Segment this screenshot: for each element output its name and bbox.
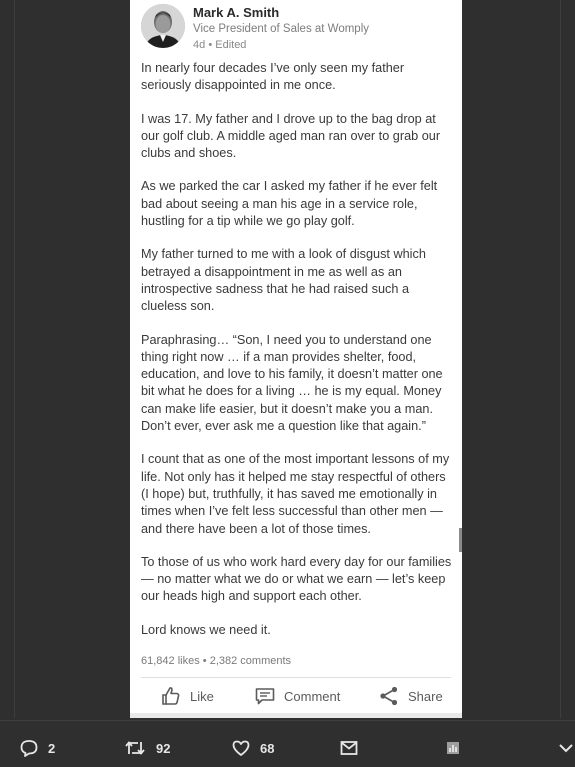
- timeline-border-right: [560, 0, 561, 718]
- post-paragraph: I count that as one of the most important lessons of my life. Not only has it helped me stay respectful of others (I hope) but, truthfully, it has saved me emotionally in times when I’ve felt less successful than other men — and there have been a lot of those times.: [141, 452, 450, 536]
- comments-count[interactable]: 2,382 comments: [209, 655, 292, 667]
- share-icon: [378, 685, 400, 707]
- like-label: Like: [190, 688, 214, 704]
- post-paragraph: In nearly four decades I’ve only seen my father seriously disappointed in me once.: [141, 61, 405, 93]
- more-options-button[interactable]: [559, 738, 573, 758]
- retweet-count: 92: [156, 740, 171, 756]
- tweet-action-bar: [0, 720, 575, 767]
- comment-button[interactable]: [254, 684, 340, 708]
- thumbs-up-icon: [160, 685, 182, 707]
- post-paragraph: Paraphrasing… “Son, I need you to understand one thing right now … if a man provides shelter, food, education, and love to his family, it doesn’t matter one bit what he does for a living … he is my equal. Money can make life easier, but it doesn’t make you a man. Don’t ever, ever ask me a question like that again.”: [141, 332, 443, 434]
- post-divider: [141, 677, 451, 678]
- timeline-border-left: [14, 0, 15, 718]
- share-label: Share: [408, 688, 443, 704]
- engagement-counts: [141, 655, 291, 667]
- analytics-button[interactable]: [446, 738, 460, 758]
- engagement-separator: •: [202, 655, 207, 667]
- post-paragraph: To those of us who work hard every day for our families — no matter what we do or what we earn — let’s keep our heads high and support each other.: [141, 554, 452, 604]
- heart-icon: [232, 739, 250, 757]
- post-paragraph: I was 17. My father and I drove up to the bag drop at our golf club. A middle aged man ran over to grab our clubs and shoes.: [141, 111, 441, 161]
- like-count: 68: [260, 740, 275, 756]
- envelope-icon: [340, 740, 358, 756]
- heart-like-button[interactable]: [232, 738, 274, 758]
- post-header: [141, 4, 451, 52]
- author-name[interactable]: Mark A. Smith: [193, 5, 280, 20]
- author-title: Vice President of Sales at Womply: [193, 23, 369, 35]
- avatar-photo: [141, 4, 185, 48]
- chevron-down-icon: [559, 743, 573, 753]
- like-button[interactable]: [160, 684, 214, 708]
- reply-button[interactable]: [20, 738, 55, 758]
- reply-count: 2: [48, 740, 56, 756]
- reply-icon: [20, 739, 38, 757]
- share-button[interactable]: [378, 684, 443, 708]
- post-paragraph: As we parked the car I asked my father if he ever felt bad about seeing a man his age in a service role, hustling for a tip while we go play golf.: [141, 179, 438, 229]
- comment-icon: [254, 685, 276, 707]
- analytics-icon: [446, 741, 460, 755]
- edited-label: Edited: [215, 39, 247, 51]
- post-action-bar: [130, 679, 462, 713]
- post-age: 4d: [193, 39, 206, 51]
- likes-count[interactable]: 61,842 likes: [141, 655, 200, 667]
- retweet-icon: [124, 739, 146, 757]
- avatar[interactable]: [141, 4, 185, 48]
- image-scrollbar-thumb[interactable]: [459, 528, 462, 552]
- post-paragraph: My father turned to me with a look of disgust which betrayed a disappointment in me as well as an introspective sadness that he had raised such a clueless son.: [141, 247, 426, 314]
- retweet-button[interactable]: [124, 738, 170, 758]
- meta-separator: •: [208, 39, 213, 51]
- post-paragraph: Lord knows we need it.: [141, 622, 271, 637]
- post-body: [141, 60, 455, 655]
- linkedin-post-image[interactable]: [130, 0, 462, 718]
- comment-label: Comment: [284, 688, 341, 704]
- post-card-footer-edge: [130, 713, 462, 718]
- post-meta: [193, 39, 246, 51]
- direct-message-button[interactable]: [340, 738, 358, 758]
